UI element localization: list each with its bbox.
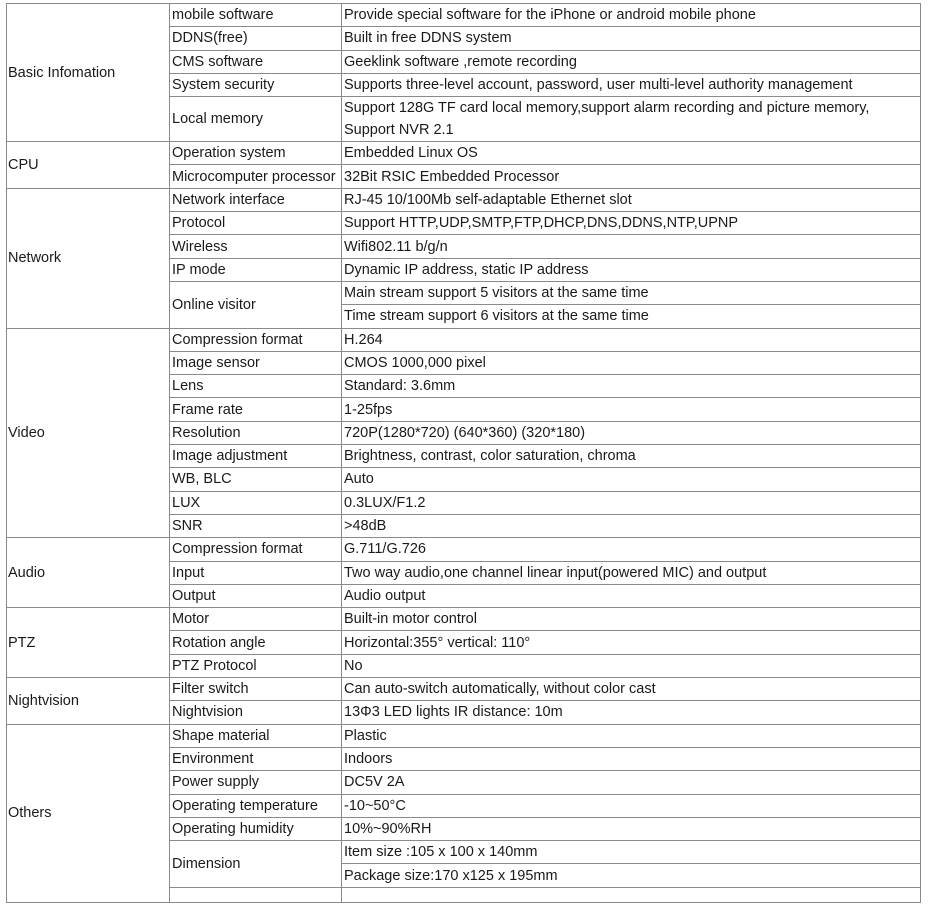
value-cell: Support 128G TF card local memory,support alarm recording and picture memory, Support NVR 2.1 bbox=[342, 97, 921, 142]
category-cell: Others bbox=[7, 724, 170, 902]
item-cell: Shape material bbox=[170, 724, 342, 747]
item-cell: LUX bbox=[170, 491, 342, 514]
item-cell: Operation system bbox=[170, 142, 342, 165]
value-cell: Audio output bbox=[342, 584, 921, 607]
category-cell: Basic Infomation bbox=[7, 4, 170, 142]
category-cell: Network bbox=[7, 188, 170, 328]
item-cell: Resolution bbox=[170, 421, 342, 444]
value-cell: Standard: 3.6mm bbox=[342, 375, 921, 398]
item-cell: Motor bbox=[170, 608, 342, 631]
value-cell: Package size:170 x125 x 195mm bbox=[342, 864, 921, 887]
value-cell: Wifi802.11 b/g/n bbox=[342, 235, 921, 258]
value-cell: Can auto-switch automatically, without color cast bbox=[342, 678, 921, 701]
value-cell: Support HTTP,UDP,SMTP,FTP,DHCP,DNS,DDNS,NTP,UPNP bbox=[342, 212, 921, 235]
item-cell: DDNS(free) bbox=[170, 27, 342, 50]
value-cell: -10~50°C bbox=[342, 794, 921, 817]
item-cell: Online visitor bbox=[170, 281, 342, 328]
value-cell: G.711/G.726 bbox=[342, 538, 921, 561]
table-row bbox=[7, 142, 921, 165]
value-cell: 1-25fps bbox=[342, 398, 921, 421]
value-cell: Provide special software for the iPhone or android mobile phone bbox=[342, 4, 921, 27]
value-cell: Main stream support 5 visitors at the same time bbox=[342, 281, 921, 304]
value-cell: 0.3LUX/F1.2 bbox=[342, 491, 921, 514]
item-cell: Filter switch bbox=[170, 678, 342, 701]
table-row bbox=[7, 608, 921, 631]
value-cell: Indoors bbox=[342, 747, 921, 770]
item-cell: Local memory bbox=[170, 97, 342, 142]
item-cell: Dimension bbox=[170, 841, 342, 888]
item-cell: Environment bbox=[170, 747, 342, 770]
item-cell: SNR bbox=[170, 514, 342, 537]
item-cell: Input bbox=[170, 561, 342, 584]
spec-table-body bbox=[7, 4, 921, 903]
spec-table bbox=[6, 3, 921, 903]
value-cell: H.264 bbox=[342, 328, 921, 351]
item-cell: Microcomputer processor bbox=[170, 165, 342, 188]
item-cell: Wireless bbox=[170, 235, 342, 258]
item-cell: System security bbox=[170, 73, 342, 96]
category-cell: PTZ bbox=[7, 608, 170, 678]
item-cell: Lens bbox=[170, 375, 342, 398]
value-cell: Built in free DDNS system bbox=[342, 27, 921, 50]
item-cell: Output bbox=[170, 584, 342, 607]
item-cell: CMS software bbox=[170, 50, 342, 73]
item-cell: WB, BLC bbox=[170, 468, 342, 491]
table-row bbox=[7, 724, 921, 747]
item-cell: Protocol bbox=[170, 212, 342, 235]
item-cell: mobile software bbox=[170, 4, 342, 27]
category-cell: Video bbox=[7, 328, 170, 538]
item-cell: IP mode bbox=[170, 258, 342, 281]
value-cell: Supports three-level account, password, user multi-level authority management bbox=[342, 73, 921, 96]
item-cell: Compression format bbox=[170, 328, 342, 351]
table-row bbox=[7, 188, 921, 211]
value-cell: Plastic bbox=[342, 724, 921, 747]
table-row bbox=[7, 678, 921, 701]
item-cell: Image adjustment bbox=[170, 445, 342, 468]
value-cell: Item size :105 x 100 x 140mm bbox=[342, 841, 921, 864]
category-cell: Audio bbox=[7, 538, 170, 608]
value-cell: Horizontal:355° vertical: 110° bbox=[342, 631, 921, 654]
value-cell: 13Φ3 LED lights IR distance: 10m bbox=[342, 701, 921, 724]
value-cell: RJ-45 10/100Mb self-adaptable Ethernet slot bbox=[342, 188, 921, 211]
category-cell: Nightvision bbox=[7, 678, 170, 725]
value-cell: 32Bit RSIC Embedded Processor bbox=[342, 165, 921, 188]
value-cell: DC5V 2A bbox=[342, 771, 921, 794]
value-cell: Dynamic IP address, static IP address bbox=[342, 258, 921, 281]
value-cell: CMOS 1000,000 pixel bbox=[342, 351, 921, 374]
value-cell: Embedded Linux OS bbox=[342, 142, 921, 165]
value-cell: >48dB bbox=[342, 514, 921, 537]
table-row bbox=[7, 538, 921, 561]
value-cell: Time stream support 6 visitors at the same time bbox=[342, 305, 921, 328]
table-row bbox=[7, 4, 921, 27]
item-cell: Power supply bbox=[170, 771, 342, 794]
value-cell: No bbox=[342, 654, 921, 677]
item-cell: Compression format bbox=[170, 538, 342, 561]
value-cell: Auto bbox=[342, 468, 921, 491]
item-cell: PTZ Protocol bbox=[170, 654, 342, 677]
item-cell: Rotation angle bbox=[170, 631, 342, 654]
item-cell: Operating humidity bbox=[170, 817, 342, 840]
value-cell: 720P(1280*720) (640*360) (320*180) bbox=[342, 421, 921, 444]
item-cell: Operating temperature bbox=[170, 794, 342, 817]
value-cell: Brightness, contrast, color saturation, chroma bbox=[342, 445, 921, 468]
item-cell: Network interface bbox=[170, 188, 342, 211]
value-cell: Two way audio,one channel linear input(powered MIC) and output bbox=[342, 561, 921, 584]
item-cell bbox=[170, 887, 342, 902]
item-cell: Image sensor bbox=[170, 351, 342, 374]
value-cell: 10%~90%RH bbox=[342, 817, 921, 840]
value-cell: Built-in motor control bbox=[342, 608, 921, 631]
item-cell: Frame rate bbox=[170, 398, 342, 421]
value-cell: Geeklink software ,remote recording bbox=[342, 50, 921, 73]
value-cell bbox=[342, 887, 921, 902]
category-cell: CPU bbox=[7, 142, 170, 189]
table-row bbox=[7, 328, 921, 351]
item-cell: Nightvision bbox=[170, 701, 342, 724]
